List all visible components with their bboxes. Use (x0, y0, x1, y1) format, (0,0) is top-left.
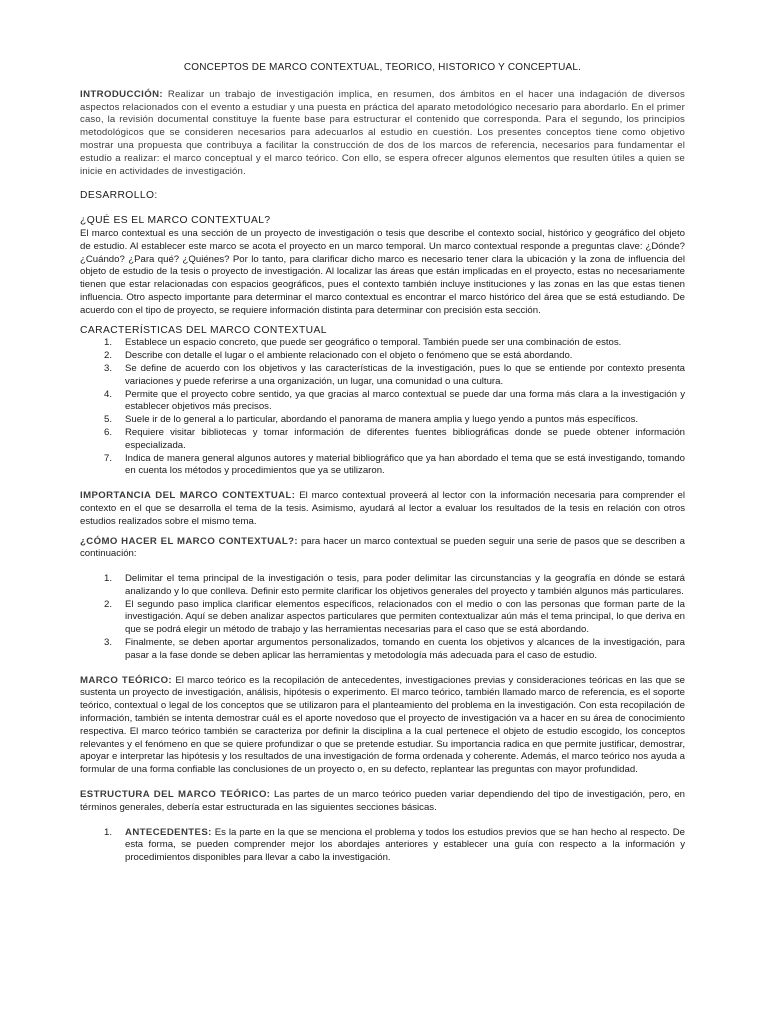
importancia-label: IMPORTANCIA DEL MARCO CONTEXTUAL: (80, 490, 296, 502)
list-text: Permite que el proyecto cobre sentido, ya que gracias al marco contextual se puede dar una forma más clara a la investigación y establecer objetivos más precisos. (125, 388, 685, 413)
list-number: 1. (104, 337, 113, 349)
list-number: 1. (104, 826, 113, 838)
marco-teorico-text: El marco teórico es la recopilación de antecedentes, investigaciones previas y consideraciones teóricas en las que se sustenta un proyecto de investigación, análisis, hipótesis o experimento. El marco teórico, también llamado marco de referencia, es el soporte teórico, contextual o legal de los conceptos que se utilizaron para el planteamiento del problema en la investigación. Con esta recopilación de información, también se intenta demostrar cuál es el aporte novedoso que el proyecto de investigación va a hacer en su área de conocimiento respectiva. El marco teórico también se caracteriza por definir la disciplina a la cual pertenece el objeto de estudio escogido, los conceptos relevantes y el fenómeno en que se quiere profundizar o que se pretende estudiar. Su importancia radica en que permite justificar, demostrar, apoyar e interpretar las hipótesis y los resultados de una investigación de forma ordenada y coherente. Además, el marco teórico nos ayuda a formular de una forma confiable las conclusiones de un proyecto o, en su defecto, replantear las preguntas con mayor profundidad. (80, 674, 685, 776)
list-text: Es la parte en la que se menciona el problema y todos los estudios previos que se han hecho al respecto. De esta forma, se pueden comprender mejor los abordajes anteriores y establecer una guía con respecto a la información y procedimientos disponibles para llevar a cabo la investigación. (125, 826, 685, 864)
caracteristicas-heading: CARACTERÍSTICAS DEL MARCO CONTEXTUAL (80, 324, 327, 336)
marco-teorico-label: MARCO TEÓRICO: (80, 674, 173, 686)
list-text: Se define de acuerdo con los objetivos y las características de la investigación, pues lo que se entiende por contexto presenta variaciones y puede referirse a una organización, un lugar, una comunidad o una cultura. (125, 362, 685, 387)
caracteristicas-list (80, 337, 685, 478)
list-text: Indica de manera general algunos autores y material bibliográfico que ya han abordado el tema que se está investigando, tomando en cuenta los métodos y procedimientos que ya se utilizaron. (125, 452, 685, 477)
list-text: Suele ir de lo general a lo particular, abordando el panorama de manera amplia y luego yendo a puntos más específicos. (125, 414, 639, 426)
list-text: Finalmente, se deben aportar argumentos personalizados, tomando en cuenta los objetivos y alcances de la investigación, para pasar a la fase donde se deben aplicar las herramientas y metodología más adecuada para el caso de estudio. (125, 637, 685, 661)
importancia-paragraph (80, 490, 685, 528)
estructura-paragraph (80, 789, 685, 815)
estructura-text: Las partes de un marco teórico pueden variar dependiendo del tipo de investigación, pero, en términos generales, debería estar estructurada en las siguientes secciones básicas. (80, 789, 685, 813)
document-title: CONCEPTOS DE MARCO CONTEXTUAL, TEORICO, HISTORICO Y CONCEPTUAL. (183, 62, 582, 73)
como-hacer-label: ¿CÓMO HACER EL MARCO CONTEXTUAL?: (80, 535, 299, 547)
list-number: 2. (104, 598, 113, 610)
como-hacer-paragraph (80, 536, 685, 562)
document-page (80, 62, 685, 865)
list-text: Describe con detalle el lugar o el ambiente relacionado con el objeto o fenómeno que se está abordando. (125, 350, 573, 362)
list-item (80, 599, 685, 637)
list-item (80, 827, 685, 865)
list-number: 7. (104, 452, 113, 464)
list-item (80, 453, 685, 479)
list-item (80, 637, 685, 663)
list-text: Establece un espacio concreto, que puede ser geográfico o temporal. También puede ser una combinación de estos. (125, 337, 622, 349)
marco-teorico-paragraph (80, 675, 685, 777)
list-text: Delimitar el tema principal de la investigación o tesis, para poder delimitar las circunstancias y la geografía en dónde se estará analizando y lo que conlleva. Definir esto permite clarificar los objetivos generales del proyecto y también algunos más particulares. (125, 573, 685, 597)
list-item (80, 350, 685, 363)
antecedentes-label: ANTECEDENTES: (125, 826, 212, 838)
list-item (80, 414, 685, 427)
estructura-label: ESTRUCTURA DEL MARCO TEÓRICO: (80, 789, 271, 801)
intro-label: INTRODUCCIÓN: (80, 88, 164, 100)
que-es-heading: ¿QUÉ ES EL MARCO CONTEXTUAL? (80, 215, 271, 227)
desarrollo-heading: DESARROLLO: (80, 190, 158, 202)
como-hacer-text: para hacer un marco contextual se pueden seguir una serie de pasos que se describen a continuación: (80, 535, 685, 560)
como-hacer-list (80, 573, 685, 663)
intro-text: Realizar un trabajo de investigación implica, en resumen, dos ámbitos en el hacer una indagación de diversos aspectos relacionados con el evento a estudiar y una puesta en práctica del aparato metodológico necesario para abordarlo. En el primer caso, la revisión documental constituye la fuente base para estructurar el contenido que corresponda. Para el segundo, los principios metodológicos que se consideren necesarios para adecuarlos al estudio en cuestión. Los presentes conceptos tiene como objetivo mostrar una propuesta que contribuya a facilitar la construcción de dos de los marcos de referencia, necesarios para fundamentar el estudio a realizar: el marco conceptual y el marco teórico. Con ello, se espera ofrecer algunos elementos que resulten útiles a quien se inicie en actividades de investigación. (80, 88, 685, 177)
list-number: 6. (104, 426, 113, 438)
list-item (80, 427, 685, 453)
estructura-list (80, 827, 685, 865)
list-number: 4. (104, 388, 113, 400)
que-es-paragraph: El marco contextual es una sección de un proyecto de investigación o tesis que describe el contexto social, histórico y geográfico del objeto de estudio. Al establecer este marco se acota el proyecto en un marco temporal. Un marco contextual responde a preguntas clave: ¿Dónde? ¿Cuándo? ¿Para qué? ¿Quiénes? Por lo tanto, para clarificar dicho marco es necesario tener clara la ubicación y la zona de influencia del objeto de estudio de la tesis o proyecto de investigación. Al localizar las áreas que están implicadas en el proyecto, estas no necesariamente tienen que estar relacionadas con espacios geográficos, pues el contexto también incluye instituciones y las zonas en las que estas tienen influencia. Otro aspecto importante para determinar el marco contextual es encontrar el marco histórico del área que se está estudiando. De acuerdo con el tipo de proyecto, se requiere información distinta para determinar con precisión esta sección. (80, 227, 685, 316)
list-text: Requiere visitar bibliotecas y tomar información de diferentes fuentes bibliográficas donde se puede obtener información especializada. (125, 426, 685, 451)
list-item (80, 389, 685, 415)
list-item (80, 337, 685, 350)
list-text: El segundo paso implica clarificar elementos específicos, relacionados con el medio o con las personas que forman parte de la investigación. Aquí se deben analizar aspectos particulares que permiten contextualizar aún más el tema principal, lo que deriva en que se podrá elegir un método de trabajo y las herramientas necesarias para el caso que se está abordando. (125, 598, 685, 636)
list-item (80, 363, 685, 389)
list-number: 2. (104, 350, 113, 362)
list-number: 5. (104, 414, 113, 426)
importancia-text: El marco contextual proveerá al lector con la información necesaria para comprender el contexto en el que se desarrolla el tema de la tesis. Asimismo, ayudará al lector a evaluar los resultados de la tesis en relación con otros estudios realizados sobre el mismo tema. (80, 490, 686, 527)
list-number: 3. (104, 362, 113, 374)
list-number: 1. (104, 573, 113, 585)
list-item (80, 573, 685, 599)
intro-paragraph (80, 89, 685, 179)
list-number: 3. (104, 637, 113, 649)
